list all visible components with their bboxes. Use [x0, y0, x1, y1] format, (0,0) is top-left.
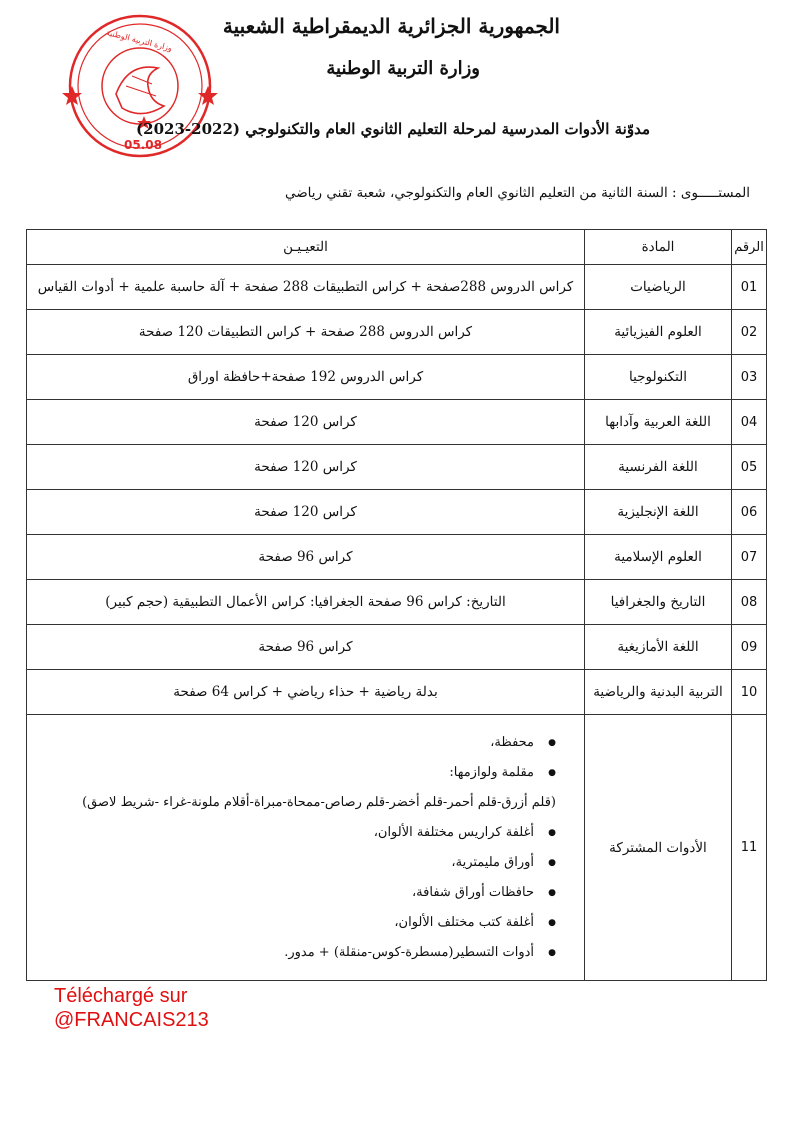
- row-subject: اللغة الإنجليزية: [585, 490, 732, 535]
- list-item: (قلم أزرق-قلم أحمر-قلم أخضر-قلم رصاص-ممحاة-مبراة-أقلام ملونة-غراء -شريط لاصق): [82, 794, 556, 810]
- table-row: [27, 490, 767, 535]
- row-description: بدلة رياضية + حذاء رياضي + كراس 64 صفحة: [27, 670, 585, 715]
- list-item: ● أغلفة كراريس مختلفة الألوان،: [35, 818, 556, 848]
- row-num: 05: [732, 445, 767, 490]
- row-description: كراس 120 صفحة: [27, 400, 585, 445]
- table-row-shared: [27, 715, 767, 981]
- list-item: ● أدوات التسطير(مسطرة-كوس-منقلة) + مدور.: [35, 938, 556, 968]
- row-subject: العلوم الفيزيائية: [585, 310, 732, 355]
- row-num: 09: [732, 625, 767, 670]
- table-header-row: [27, 230, 767, 265]
- table-row: [27, 445, 767, 490]
- header-description: التعيـيـن: [27, 230, 585, 265]
- row-num: 08: [732, 580, 767, 625]
- row-subject: اللغة الأمازيغية: [585, 625, 732, 670]
- list-item: ● أوراق مليمترية،: [35, 848, 556, 878]
- row-description: كراس 96 صفحة: [27, 535, 585, 580]
- table-row: [27, 670, 767, 715]
- stamp-code: 05.08: [124, 138, 162, 152]
- document-title: مدوّنة الأدوات المدرسية لمرحلة التعليم الثانوي العام والتكنولوجي (2022-2023): [136, 120, 650, 138]
- list-item: ● محفظة،: [35, 728, 556, 758]
- row-subject: الأدوات المشتركة: [585, 715, 732, 981]
- row-subject: اللغة الفرنسية: [585, 445, 732, 490]
- row-description: كراس 120 صفحة: [27, 445, 585, 490]
- row-num: 11: [732, 715, 767, 981]
- row-description: التاريخ: كراس 96 صفحة الجغرافيا: كراس الأعمال التطبيقية (حجم كبير): [27, 580, 585, 625]
- ministry-heading: وزارة التربية الوطنية: [326, 58, 480, 79]
- republic-heading: الجمهورية الجزائرية الديمقراطية الشعبية: [222, 14, 560, 38]
- row-subject: العلوم الإسلامية: [585, 535, 732, 580]
- row-description: كراس 96 صفحة: [27, 625, 585, 670]
- shared-items-cell: [27, 715, 585, 981]
- table-row: [27, 625, 767, 670]
- table-row: [27, 355, 767, 400]
- row-description: كراس 120 صفحة: [27, 490, 585, 535]
- table-row: [27, 265, 767, 310]
- list-item: ● أغلفة كتب مختلف الألوان،: [35, 908, 556, 938]
- supplies-table: [26, 229, 767, 981]
- row-subject: اللغة العربية وآدابها: [585, 400, 732, 445]
- header-num: الرقم: [732, 230, 767, 265]
- row-description: كراس الدروس 192 صفحة+حافظة اوراق: [27, 355, 585, 400]
- row-num: 06: [732, 490, 767, 535]
- channel-handle: @FRANCAIS213: [54, 1009, 209, 1031]
- list-item: ● حافظات أوراق شفافة،: [35, 878, 556, 908]
- row-num: 04: [732, 400, 767, 445]
- row-description: كراس الدروس 288صفحة + كراس التطبيقات 288 صفحة + آلة حاسبة علمية + أدوات القياس: [27, 265, 585, 310]
- level-line: المستـــــوى : السنة الثانية من التعليم الثانوي العام والتكنولوجي، شعبة تقني رياضي: [284, 185, 750, 201]
- table-row: [27, 580, 767, 625]
- header-subject: المادة: [585, 230, 732, 265]
- row-num: 10: [732, 670, 767, 715]
- download-note: Téléchargé sur: [54, 985, 188, 1007]
- stamp-text: وزارة التربية الوطنية: [105, 27, 173, 54]
- row-num: 01: [732, 265, 767, 310]
- row-num: 03: [732, 355, 767, 400]
- row-num: 02: [732, 310, 767, 355]
- row-description: كراس الدروس 288 صفحة + كراس التطبيقات 120 صفحة: [27, 310, 585, 355]
- list-item: ● مقلمة ولوازمها:: [35, 758, 556, 788]
- row-num: 07: [732, 535, 767, 580]
- row-subject: التاريخ والجغرافيا: [585, 580, 732, 625]
- table-row: [27, 310, 767, 355]
- table-row: [27, 400, 767, 445]
- row-subject: الرياضيات: [585, 265, 732, 310]
- table-row: [27, 535, 767, 580]
- shared-items-list: [35, 722, 576, 974]
- row-subject: التربية البدنية والرياضية: [585, 670, 732, 715]
- row-subject: التكنولوجيا: [585, 355, 732, 400]
